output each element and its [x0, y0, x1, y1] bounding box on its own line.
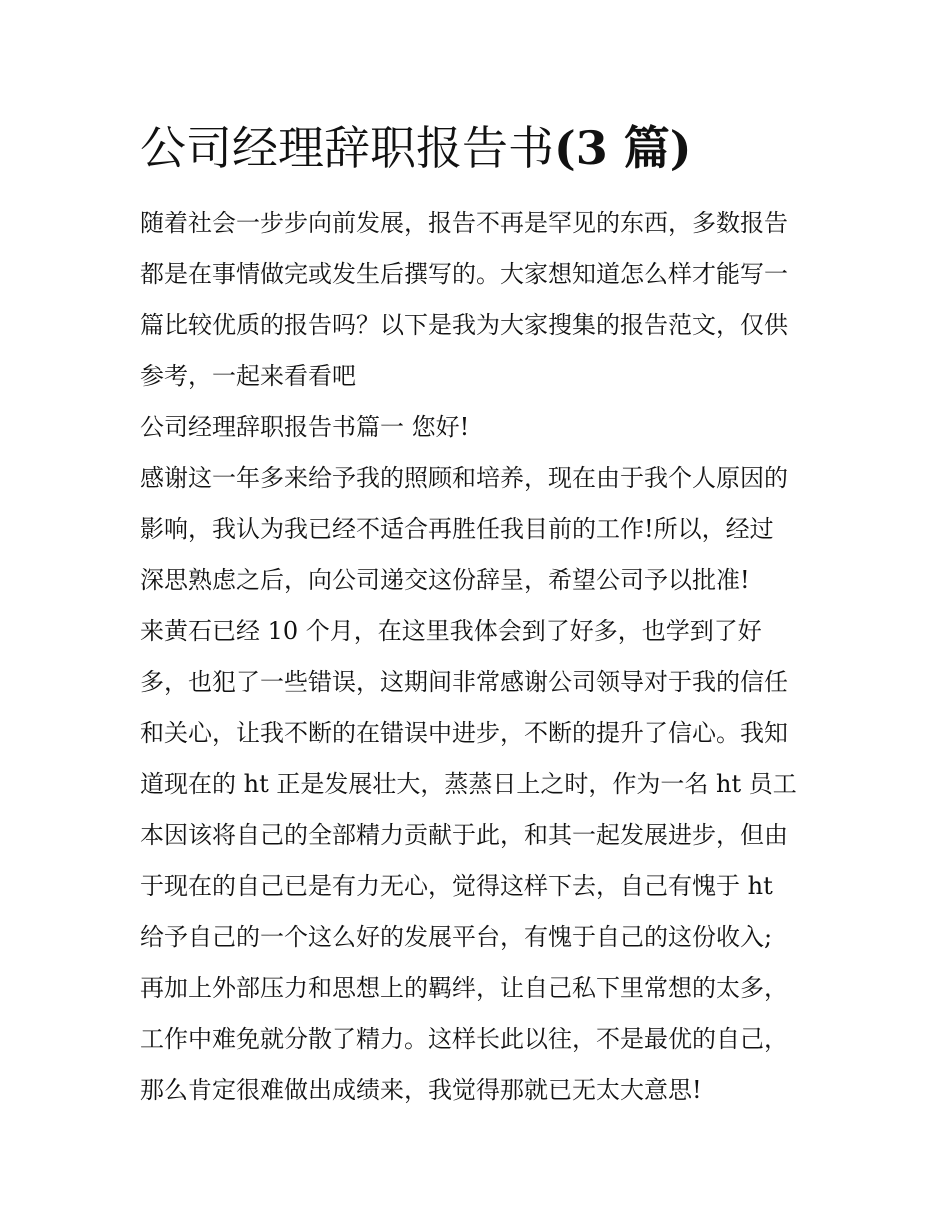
text-line: 深思熟虑之后，向公司递交这份辞呈，希望公司予以批准!	[140, 566, 750, 594]
title-suffix: (3 篇)	[554, 121, 692, 175]
text-line: 感谢这一年多来给予我的照顾和培养，现在由于我个人原因的	[140, 464, 788, 492]
text-line: 参考，一起来看看吧	[140, 362, 356, 390]
text-line: 影响，我认为我已经不适合再胜任我目前的工作!所以，经过	[140, 515, 774, 543]
text-line: 和关心，让我不断的在错误中进步，不断的提升了信心。我知	[140, 719, 788, 747]
text-line: 于现在的自己已是有力无心，觉得这样下去，自己有愧于 ht	[140, 872, 773, 900]
text-line: 来黄石已经 10 个月，在这里我体会到了好多，也学到了好	[140, 617, 762, 645]
document-title	[140, 118, 692, 178]
text-line: 篇比较优质的报告吗？以下是我为大家搜集的报告范文，仅供	[140, 311, 788, 339]
text-line: 随着社会一步步向前发展，报告不再是罕见的东西，多数报告	[140, 209, 788, 237]
text-line: 工作中难免就分散了精力。这样长此以往，不是最优的自己，	[140, 1025, 788, 1053]
section-heading-line: 公司经理辞职报告书篇一 您好!	[140, 413, 470, 441]
document-body	[140, 198, 820, 1116]
text-line: 多，也犯了一些错误，这期间非常感谢公司领导对于我的信任	[140, 668, 788, 696]
text-line: 都是在事情做完或发生后撰写的。大家想知道怎么样才能写一	[140, 260, 788, 288]
text-line: 本因该将自己的全部精力贡献于此，和其一起发展进步，但由	[140, 821, 788, 849]
text-line: 再加上外部压力和思想上的羁绊，让自己私下里常想的太多，	[140, 974, 788, 1002]
text-line: 给予自己的一个这么好的发展平台，有愧于自己的这份收入;	[140, 923, 773, 951]
text-line: 道现在的 ht 正是发展壮大，蒸蒸日上之时，作为一名 ht 员工	[140, 770, 797, 798]
text-line: 那么肯定很难做出成绩来，我觉得那就已无太大意思!	[140, 1076, 702, 1104]
title-main: 公司经理辞职报告书	[140, 121, 554, 175]
